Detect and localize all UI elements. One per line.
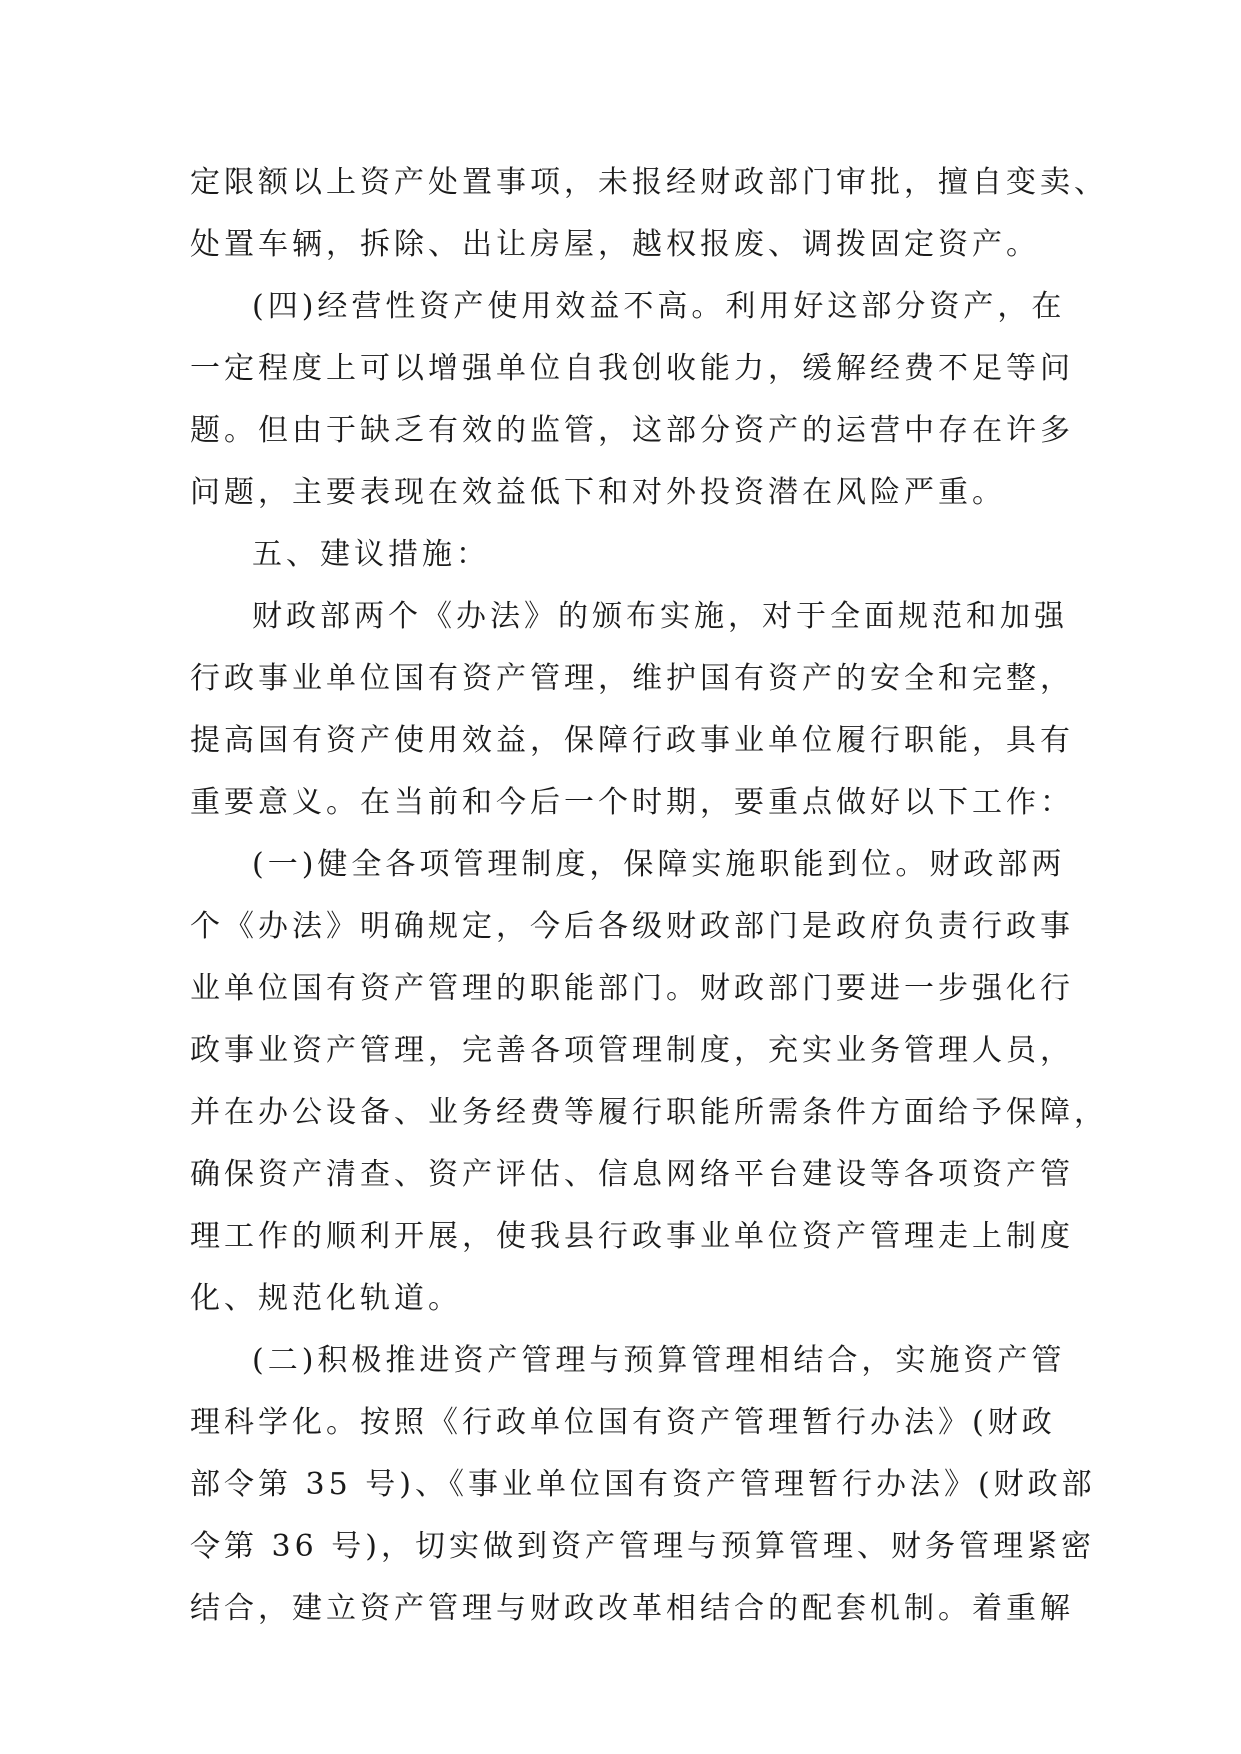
text-line: 重要意义。在当前和今后一个时期，要重点做好以下工作： xyxy=(190,785,1074,820)
section-heading: 五、建议措施： xyxy=(252,537,490,572)
text-line: 提高国有资产使用效益，保障行政事业单位履行职能，具有 xyxy=(190,723,1074,758)
text-line: 确保资产清查、资产评估、信息网络平台建设等各项资产管 xyxy=(190,1157,1074,1192)
text-line: 行政事业单位国有资产管理，维护国有资产的安全和完整， xyxy=(190,661,1074,696)
text-line: 并在办公设备、业务经费等履行职能所需条件方面给予保障， xyxy=(190,1095,1108,1130)
text-line: 处置车辆，拆除、出让房屋，越权报废、调拨固定资产。 xyxy=(190,227,1040,262)
paragraph-start-line: 财政部两个《办法》的颁布实施，对于全面规范和加强 xyxy=(252,599,1068,634)
document-body xyxy=(190,152,1108,1640)
text-line: 问题，主要表现在效益低下和对外投资潜在风险严重。 xyxy=(190,475,1006,510)
text-line: 令第 36 号)，切实做到资产管理与预算管理、财务管理紧密 xyxy=(190,1529,1095,1564)
text-line: 一定程度上可以增强单位自我创收能力，缓解经费不足等问 xyxy=(190,351,1074,386)
text-line: 化、规范化轨道。 xyxy=(190,1281,462,1316)
text-line: 个《办法》明确规定，今后各级财政部门是政府负责行政事 xyxy=(190,909,1074,944)
text-line: 题。但由于缺乏有效的监管，这部分资产的运营中存在许多 xyxy=(190,413,1074,448)
text-line: 理科学化。按照《行政单位国有资产管理暂行办法》(财政 xyxy=(190,1405,1056,1440)
paragraph-start-line: (四)经营性资产使用效益不高。利用好这部分资产，在 xyxy=(252,289,1066,324)
paragraph-start-line: (一)健全各项管理制度，保障实施职能到位。财政部两 xyxy=(252,847,1066,882)
text-line: 理工作的顺利开展，使我县行政事业单位资产管理走上制度 xyxy=(190,1219,1074,1254)
text-line: 部令第 35 号)、《事业单位国有资产管理暂行办法》(财政部 xyxy=(190,1467,1096,1502)
text-line: 政事业资产管理，完善各项管理制度，充实业务管理人员， xyxy=(190,1033,1074,1068)
text-line: 定限额以上资产处置事项，未报经财政部门审批，擅自变卖、 xyxy=(190,165,1108,200)
text-line: 业单位国有资产管理的职能部门。财政部门要进一步强化行 xyxy=(190,971,1074,1006)
paragraph-start-line: (二)积极推进资产管理与预算管理相结合，实施资产管 xyxy=(252,1343,1066,1378)
text-line: 结合，建立资产管理与财政改革相结合的配套机制。着重解 xyxy=(190,1591,1074,1626)
